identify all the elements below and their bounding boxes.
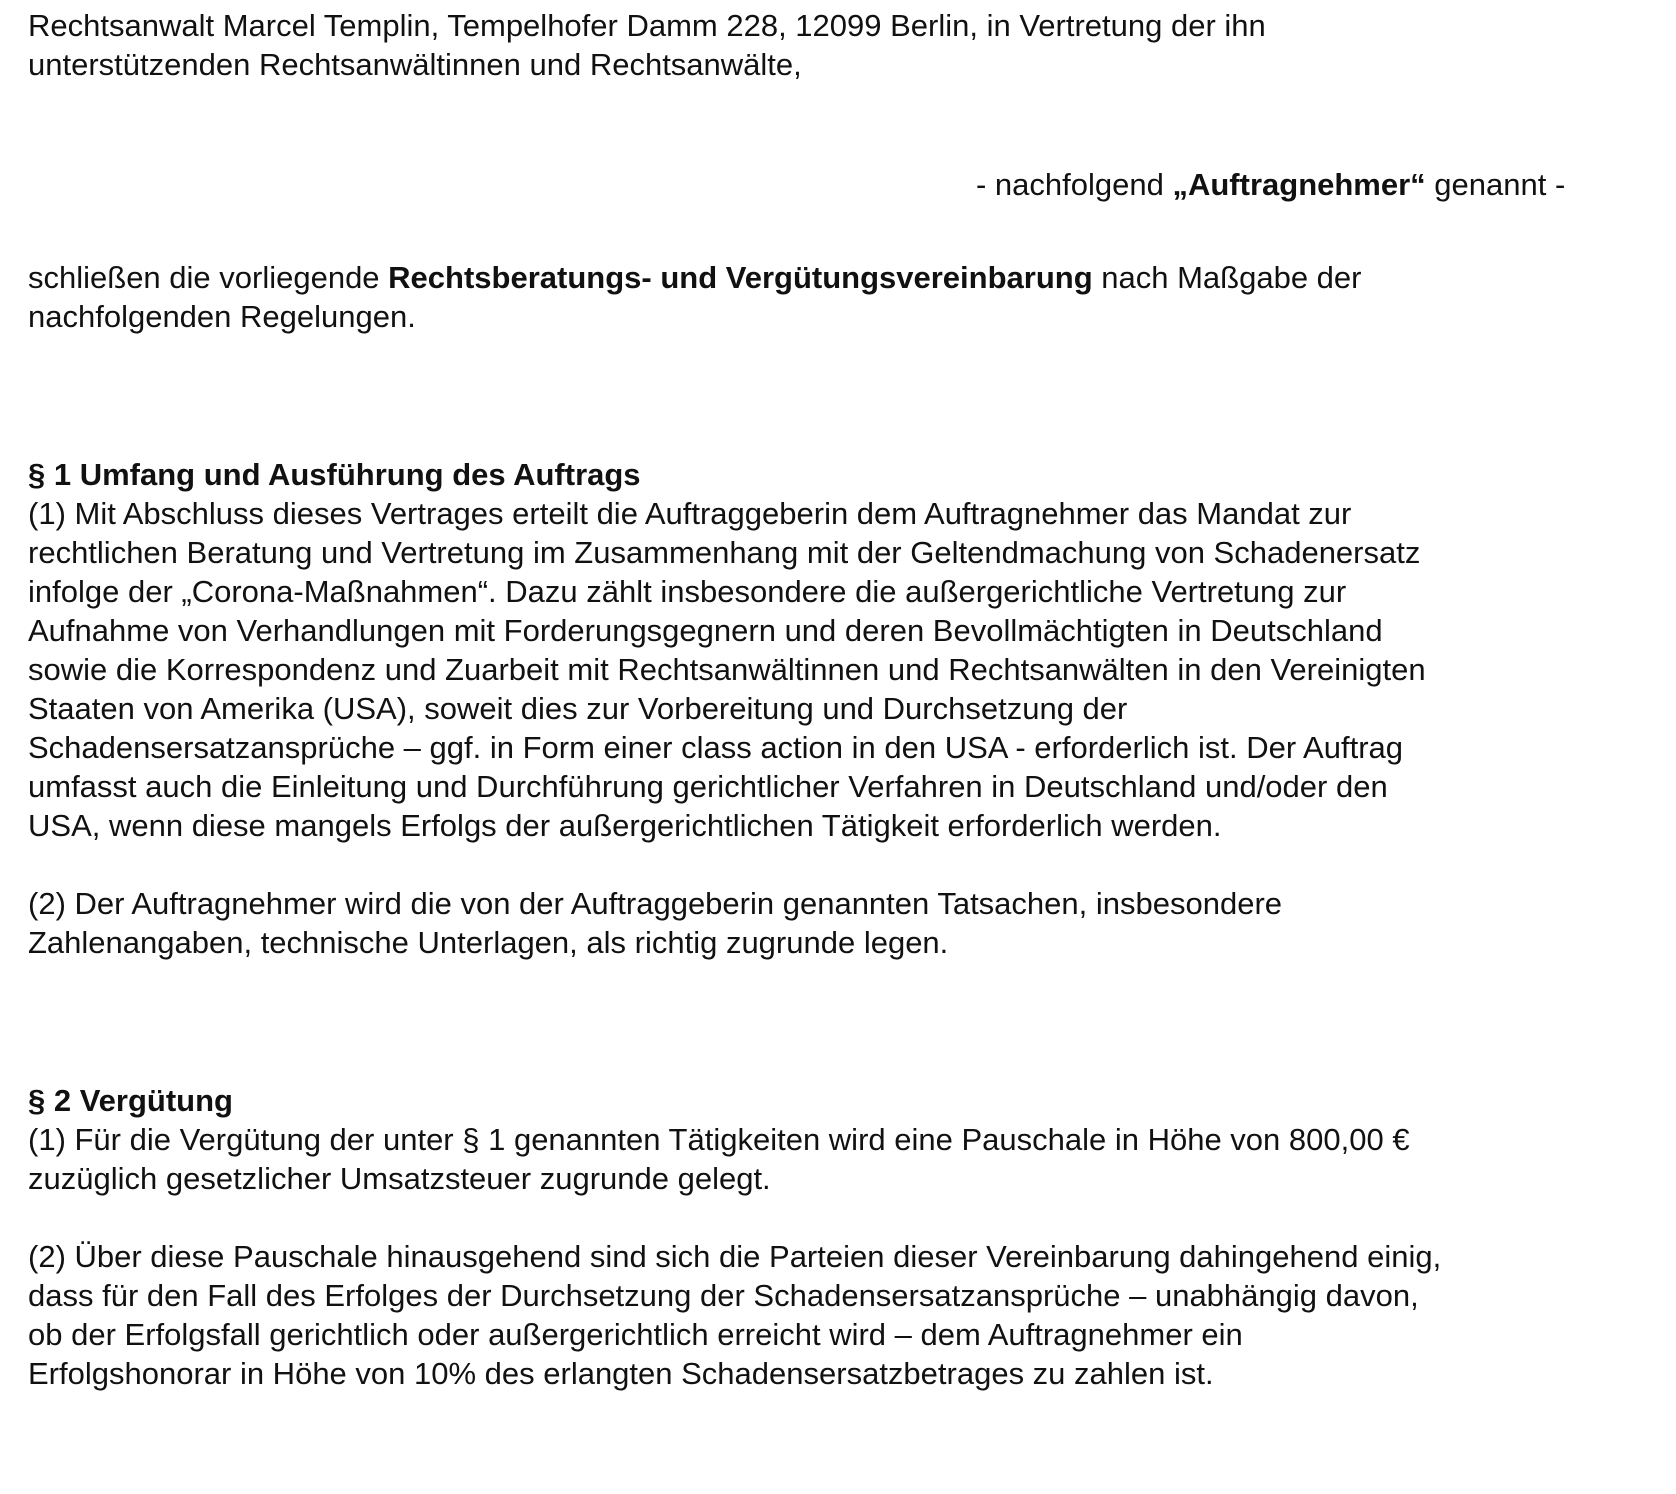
text-line: USA, wenn diese mangels Erfolgs der außergerichtlichen Tätigkeit erforderlich werden. [28,808,1222,843]
conclusion-prefix: schließen die vorliegende [28,260,389,295]
text-line: (2) Der Auftragnehmer wird die von der Auftraggeberin genannten Tatsachen, insbesondere [28,886,1283,921]
text-line: ob der Erfolgsfall gerichtlich oder außergerichtlich erreicht wird – dem Auftragnehmer ein [28,1317,1243,1352]
text-line: zuzüglich gesetzlicher Umsatzsteuer zugrunde gelegt. [28,1161,771,1196]
section-2-paragraph-1 [28,1120,1658,1198]
conclusion-suffix: nach Maßgabe der [1092,260,1362,295]
text-line: (1) Für die Vergütung der unter § 1 genannten Tätigkeiten wird eine Pauschale in Höhe von 800,00 € [28,1122,1410,1157]
party-intro-line-1: Rechtsanwalt Marcel Templin, Tempelhofer Damm 228, 12099 Berlin, in Vertretung der ihn [28,8,1266,43]
text-line: sowie die Korrespondenz und Zuarbeit mit Rechtsanwältinnen und Rechtsanwälten in den Vereinigten [28,652,1426,687]
designation-prefix: - nachfolgend [976,167,1173,202]
designation-term: „Auftragnehmer“ [1172,167,1426,202]
section-1 [28,455,1658,962]
section-2-heading: § 2 Vergütung [28,1083,233,1118]
section-1-paragraph-1 [28,494,1658,845]
party-intro [28,6,1658,84]
text-line: Staaten von Amerika (USA), soweit dies zur Vorbereitung und Durchsetzung der [28,691,1128,726]
text-line: Aufnahme von Verhandlungen mit Forderungsgegnern und deren Bevollmächtigten in Deutschland [28,613,1383,648]
designation-suffix: genannt - [1425,167,1566,202]
contract-page [28,6,1658,1393]
party-designation [28,165,1658,204]
party-intro-line-2: unterstützenden Rechtsanwältinnen und Rechtsanwälte, [28,47,802,82]
conclusion-line-2: nachfolgenden Regelungen. [28,299,416,334]
text-line: rechtlichen Beratung und Vertretung im Zusammenhang mit der Geltendmachung von Schadenersatz [28,535,1421,570]
section-2 [28,1081,1658,1393]
section-1-paragraph-2 [28,884,1658,962]
text-line: umfasst auch die Einleitung und Durchführung gerichtlicher Verfahren in Deutschland und/oder den [28,769,1388,804]
text-line: Zahlenangaben, technische Unterlagen, als richtig zugrunde legen. [28,925,949,960]
agreement-conclusion [28,258,1658,336]
agreement-title: Rechtsberatungs- und Vergütungsvereinbarung [388,260,1093,295]
section-1-heading: § 1 Umfang und Ausführung des Auftrags [28,457,641,492]
text-line: Schadensersatzansprüche – ggf. in Form einer class action in den USA - erforderlich ist. Der Auftrag [28,730,1404,765]
text-line: Erfolgshonorar in Höhe von 10% des erlangten Schadensersatzbetrages zu zahlen ist. [28,1356,1214,1391]
text-line: infolge der „Corona-Maßnahmen“. Dazu zählt insbesondere die außergerichtliche Vertretung zur [28,574,1347,609]
text-line: dass für den Fall des Erfolges der Durchsetzung der Schadensersatzansprüche – unabhängig davon, [28,1278,1419,1313]
text-line: (1) Mit Abschluss dieses Vertrages erteilt die Auftraggeberin dem Auftragnehmer das Mandat zur [28,496,1352,531]
text-line: (2) Über diese Pauschale hinausgehend sind sich die Parteien dieser Vereinbarung dahingehend einig, [28,1239,1442,1274]
section-2-paragraph-2 [28,1237,1658,1393]
